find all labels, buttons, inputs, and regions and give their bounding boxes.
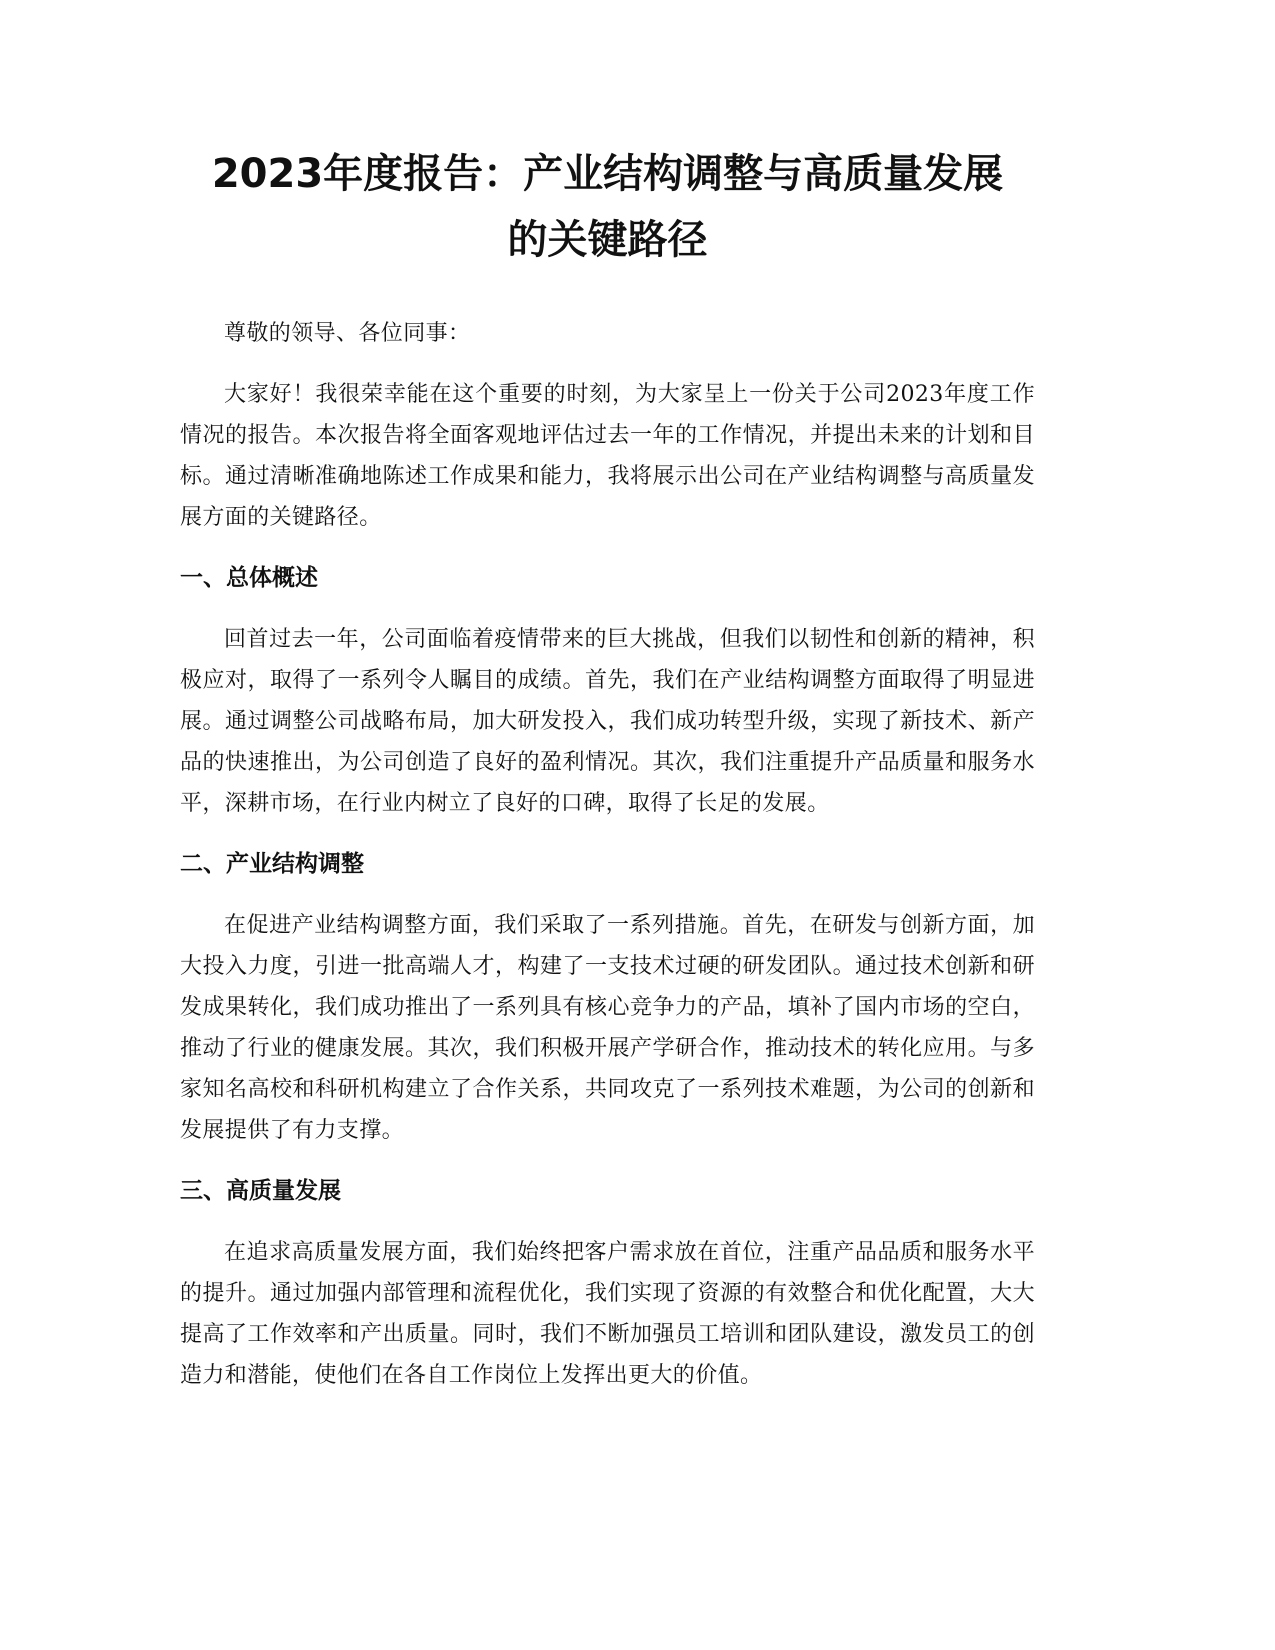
- section-body-overview: 回首过去一年，公司面临着疫情带来的巨大挑战，但我们以韧性和创新的精神，积极应对，取得了一系列令人瞩目的成绩。首先，我们在产业结构调整方面取得了明显进展。通过调整公司战略布局，加大研发投入，我们成功转型升级，实现了新技术、新产品的快速推出，为公司创造了良好的盈利情况。其次，我们注重提升产品质量和服务水平，深耕市场，在行业内树立了良好的口碑，取得了长足的发展。: [180, 627, 1035, 816]
- title-line-2: 的关键路径: [507, 217, 708, 263]
- greeting-paragraph: 尊敬的领导、各位同事：: [224, 321, 471, 346]
- section-body-high-quality-development: 在追求高质量发展方面，我们始终把客户需求放在首位，注重产品品质和服务水平的提升。通过加强内部管理和流程优化，我们实现了资源的有效整合和优化配置，大大提高了工作效率和产出质量。同时，我们不断加强员工培训和团队建设，激发员工的创造力和潜能，使他们在各自工作岗位上发挥出更大的价值。: [180, 1240, 1035, 1388]
- intro-paragraph: 大家好！我很荣幸能在这个重要的时刻，为大家呈上一份关于公司2023年度工作情况的报告。本次报告将全面客观地评估过去一年的工作情况，并提出未来的计划和目标。通过清晰准确地陈述工作成果和能力，我将展示出公司在产业结构调整与高质量发展方面的关键路径。: [180, 382, 1035, 530]
- document-page: [180, 0, 1035, 1396]
- section-heading-high-quality-development: 三、高质量发展: [180, 1178, 341, 1204]
- title-line-1: 2023年度报告：产业结构调整与高质量发展: [211, 151, 1004, 197]
- section-body-industrial-structure: 在促进产业结构调整方面，我们采取了一系列措施。首先，在研发与创新方面，加大投入力度，引进一批高端人才，构建了一支技术过硬的研发团队。通过技术创新和研发成果转化，我们成功推出了一系列具有核心竞争力的产品，填补了国内市场的空白，推动了行业的健康发展。其次，我们积极开展产学研合作，推动技术的转化应用。与多家知名高校和科研机构建立了合作关系，共同攻克了一系列技术难题，为公司的创新和发展提供了有力支撑。: [180, 913, 1035, 1143]
- section-heading-industrial-structure: 二、产业结构调整: [180, 851, 364, 877]
- section-heading-overview: 一、总体概述: [180, 565, 318, 591]
- document-title: [180, 141, 1035, 273]
